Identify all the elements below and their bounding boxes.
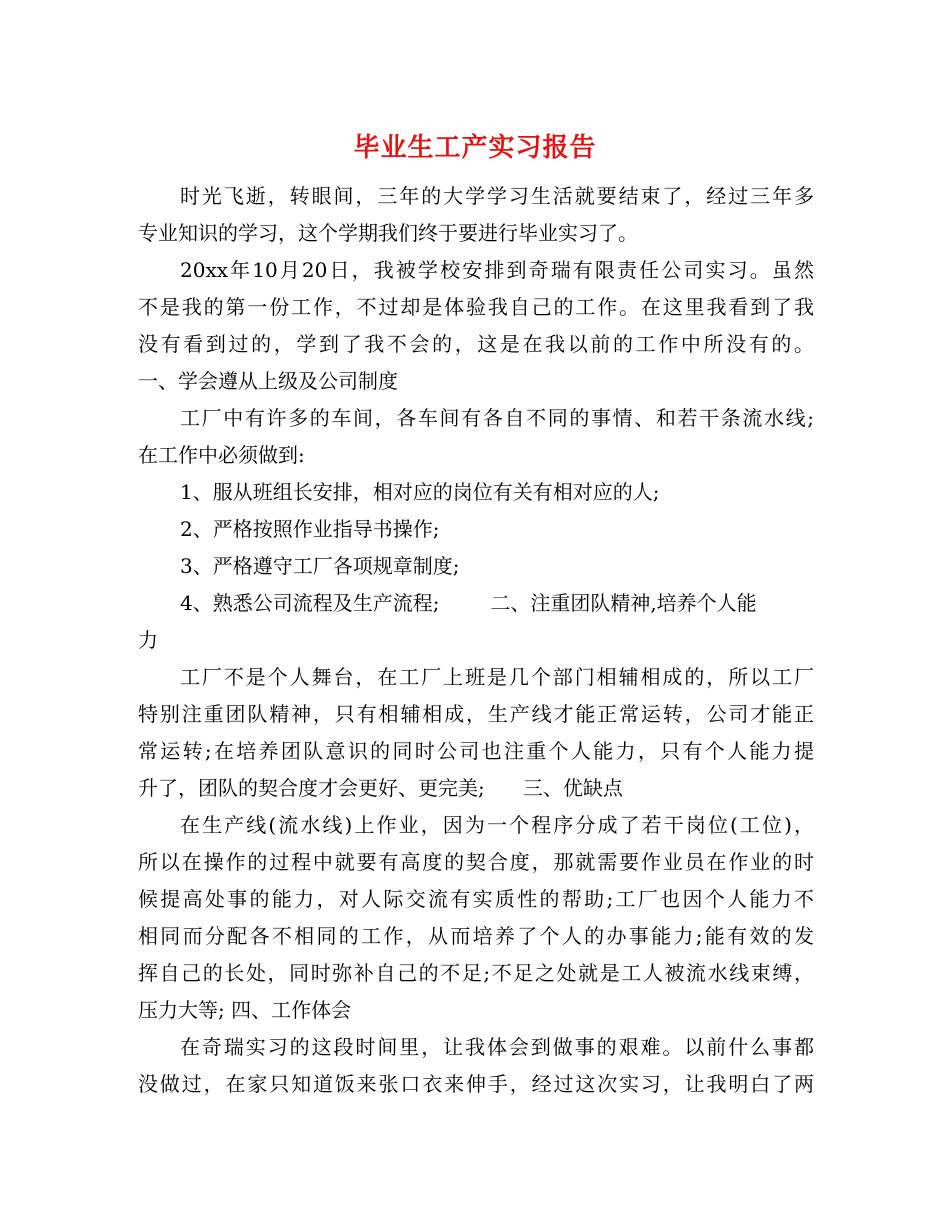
body-line: 没有看到过的，学到了我不会的，这是在我以前的工作中所没有的。 (138, 332, 814, 356)
body-line: 挥自己的长处，同时弥补自己的不足;不足之处就是工人被流水线束缚， (138, 961, 814, 985)
body-line: 力 (138, 628, 158, 652)
list-item: 4、熟悉公司流程及生产流程; 二、注重团队精神,培养个人能 (180, 591, 757, 615)
list-item: 1、服从班组长安排，相对应的岗位有关有相对应的人; (180, 480, 660, 504)
list-item: 2、严格按照作业指导书操作; (180, 517, 440, 541)
body-line: 所以在操作的过程中就要有高度的契合度，那就需要作业员在作业的时 (138, 850, 814, 874)
body-line: 候提高处事的能力，对人际交流有实质性的帮助;工厂也因个人能力不 (138, 887, 814, 911)
body-line: 工厂中有许多的车间，各车间有各自不同的事情、和若干条流水线; (180, 406, 814, 430)
body-line: 20xx年10月20日，我被学校安排到奇瑞有限责任公司实习。虽然 (180, 258, 814, 282)
body-line: 没做过，在家只知道饭来张口衣来伸手，经过这次实习，让我明白了两 (138, 1072, 814, 1096)
body-line: 时光飞逝，转眼间，三年的大学学习生活就要结束了，经过三年多 (180, 184, 814, 208)
list-item: 3、严格遵守工厂各项规章制度; (180, 554, 460, 578)
body-line: 常运转;在培养团队意识的同时公司也注重个人能力，只有个人能力提 (138, 739, 814, 763)
body-line: 压力大等; 四、工作体会 (138, 998, 352, 1022)
body-line: 特别注重团队精神，只有相辅相成，生产线才能正常运转，公司才能正 (138, 702, 814, 726)
section-heading: 一、学会遵从上级及公司制度 (138, 369, 398, 393)
body-line: 专业知识的学习，这个学期我们终于要进行毕业实习了。 (138, 221, 638, 245)
body-line: 相同而分配各不相同的工作，从而培养了个人的办事能力;能有效的发 (138, 924, 814, 948)
body-line: 在生产线(流水线)上作业，因为一个程序分成了若干岗位(工位)， (180, 813, 814, 837)
body-line: 在奇瑞实习的这段时间里，让我体会到做事的艰难。以前什么事都 (180, 1035, 814, 1059)
body-line: 工厂不是个人舞台，在工厂上班是几个部门相辅相成的，所以工厂 (180, 665, 814, 689)
body-line: 升了，团队的契合度才会更好、更完美; 三、优缺点 (138, 776, 623, 800)
document-title: 毕业生工产实习报告 (353, 133, 597, 163)
document-body (138, 178, 814, 1103)
body-line: 在工作中必须做到: (138, 443, 305, 467)
body-line: 不是我的第一份工作，不过却是体验我自己的工作。在这里我看到了我 (138, 295, 814, 319)
